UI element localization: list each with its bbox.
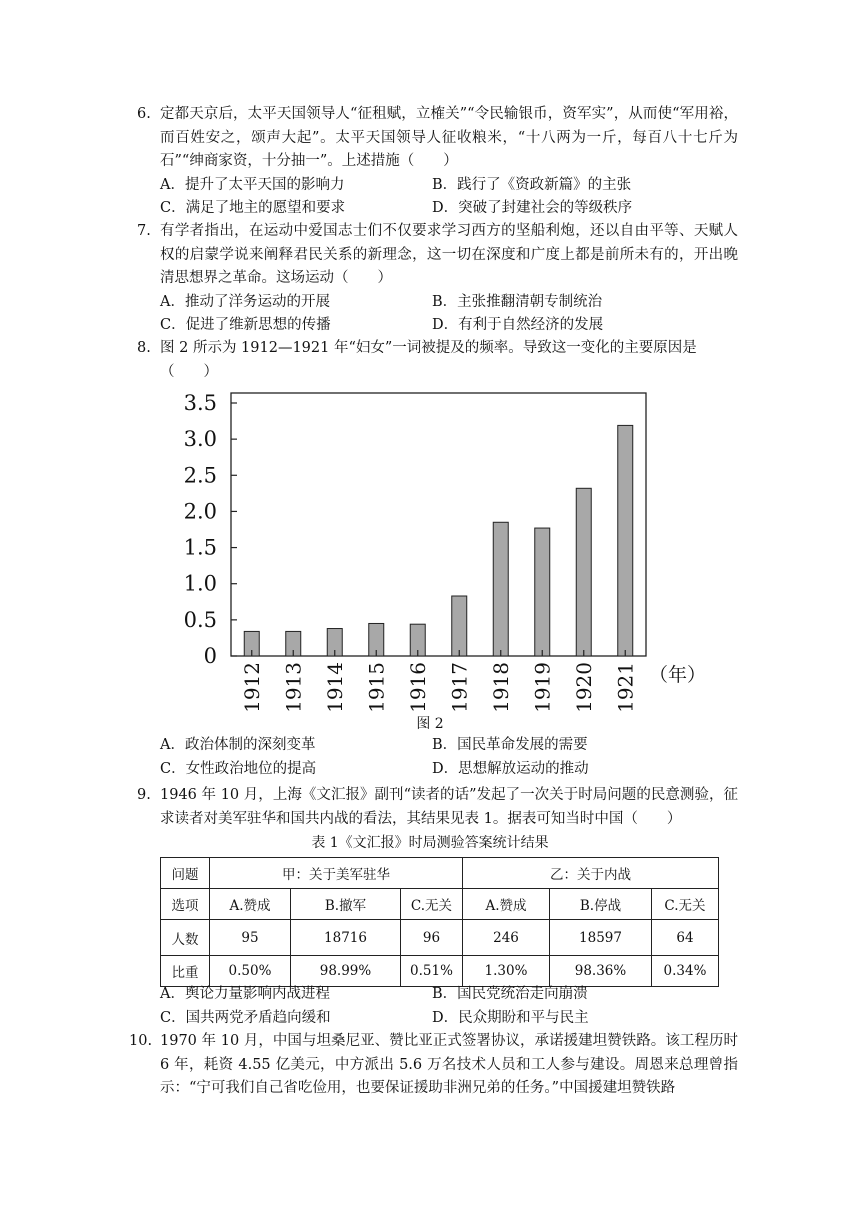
table-cell: C.无关 — [652, 889, 719, 920]
option-a[interactable]: A．提升了太平天国的影响力 — [160, 176, 345, 193]
option-c[interactable]: C．满足了地主的愿望和要求 — [160, 200, 346, 216]
option-c[interactable]: C．国共两党矛盾趋向缓和 — [160, 1009, 331, 1026]
question-stem: 图 2 所示为 1912—1921 年“妇女”一词被提及的频率。导致这一变化的主要原因是 — [160, 340, 697, 356]
x-tick-label: 1916 — [405, 662, 430, 713]
question-9 — [138, 784, 738, 831]
table-cell: 1.30% — [463, 956, 550, 987]
options — [160, 983, 738, 1030]
table-row — [161, 889, 719, 920]
y-tick-label: 0 — [203, 644, 217, 668]
table-cell: 64 — [652, 920, 719, 956]
y-tick-label: 1.0 — [183, 571, 217, 596]
table-cell: 18716 — [291, 920, 401, 956]
question-stem: 1970 年 10 月，中国与坦桑尼亚、赞比亚正式签署协议，承诺援建坦赞铁路。该工程历时 6 年，耗资 4.55 亿美元，中方派出 5.6 万名技术人员和工人参与建设。周恩来总理曾指示：“宁可我们自己省吃俭用，也要保证援助非洲兄弟的任务。”中国援建坦赞铁路 — [160, 1033, 738, 1096]
x-tick-label: 1919 — [530, 662, 555, 713]
option-d[interactable]: D．有利于自然经济的发展 — [432, 317, 604, 333]
y-tick-label: 3.0 — [183, 427, 217, 452]
option-b[interactable]: B．国民党统治走向崩溃 — [432, 986, 588, 1002]
option-b[interactable]: B．践行了《资政新篇》的主张 — [432, 176, 632, 193]
option-d[interactable]: D．突破了封建社会的等级秩序 — [432, 200, 633, 216]
question-9-options — [138, 983, 738, 1030]
y-tick-label: 0.5 — [183, 607, 217, 632]
bar — [618, 425, 633, 656]
option-c[interactable]: C．女性政治地位的提高 — [160, 760, 317, 777]
x-tick-label: 1920 — [571, 662, 596, 713]
table-cell: 246 — [463, 920, 550, 956]
x-tick-label: 1914 — [322, 662, 347, 713]
table-caption: 表 1《文汇报》时局测验答案统计结果 — [311, 835, 549, 851]
table-cell: A.赞成 — [210, 889, 291, 920]
question-8-options — [138, 734, 738, 781]
options — [160, 291, 738, 338]
bar — [535, 528, 550, 656]
x-axis-label: （年） — [649, 664, 707, 686]
table-header-row — [161, 858, 719, 889]
bar-chart — [170, 385, 707, 715]
x-tick-label: 1913 — [281, 662, 306, 713]
answer-paren: （ ） — [160, 363, 218, 380]
y-tick-label: 3.5 — [183, 391, 217, 415]
question-number: 6. — [137, 106, 151, 122]
table-cell: 18597 — [550, 920, 652, 956]
x-tick-label: 1912 — [239, 662, 264, 713]
table-cell: 人数 — [161, 920, 210, 956]
table-cell: 0.50% — [210, 956, 291, 987]
option-a[interactable]: A．推动了洋务运动的开展 — [160, 293, 330, 310]
x-tick-label: 1918 — [488, 662, 513, 713]
option-d[interactable]: D．思想解放运动的推动 — [432, 760, 589, 777]
option-b[interactable]: B．国民革命发展的需要 — [432, 737, 588, 753]
table-cell: B.停战 — [550, 889, 652, 920]
question-6 — [138, 103, 738, 221]
table-cell: 选项 — [161, 889, 210, 920]
x-tick-label: 1921 — [613, 662, 638, 713]
option-a[interactable]: A．政治体制的深刻变革 — [160, 737, 316, 753]
x-tick-label: 1917 — [447, 662, 472, 713]
table-cell: 98.36% — [550, 956, 652, 987]
options — [160, 174, 738, 221]
table-cell: 98.99% — [291, 956, 401, 987]
survey-table — [160, 857, 719, 987]
option-d[interactable]: D．民众期盼和平与民主 — [432, 1009, 589, 1026]
question-10 — [129, 1030, 738, 1101]
question-number: 9. — [137, 787, 151, 803]
figure-caption: 图 2 — [416, 716, 444, 732]
question-number: 8. — [137, 340, 151, 356]
question-stem: 1946 年 10 月，上海《文汇报》副刊“读者的话”发起了一次关于时局问题的民意测验，征求读者对美军驻华和国共内战的看法，其结果见表 1。据表可知当时中国（ ） — [160, 787, 738, 827]
table-row — [161, 920, 719, 956]
table-cell: 问题 — [161, 858, 210, 889]
bar — [576, 488, 591, 656]
y-tick-label: 1.5 — [183, 535, 217, 560]
bar — [493, 522, 508, 656]
table-cell: B.撤军 — [291, 889, 401, 920]
y-tick-label: 2.5 — [183, 463, 217, 488]
table-cell: 0.51% — [401, 956, 463, 987]
table-row — [161, 956, 719, 987]
table-cell: 甲：关于美军驻华 — [210, 858, 463, 889]
x-tick-label: 1915 — [364, 662, 389, 713]
y-tick-label: 2.0 — [183, 499, 217, 524]
option-c[interactable]: C．促进了维新思想的传播 — [160, 317, 331, 333]
question-stem: 定都天京后，太平天国领导人“征租赋，立榷关”“令民输银币，资军实”，从而使“军用裕，而百姓安之，颂声大起”。太平天国领导人征收粮米，“十八两为一斤，每百八十七斤为石”“绅商家资，十分抽一”。上述措施（ ） — [160, 106, 738, 169]
option-b[interactable]: B．主张推翻清朝专制统治 — [432, 293, 603, 310]
table-cell: 0.34% — [652, 956, 719, 987]
table-cell: C.无关 — [401, 889, 463, 920]
option-a[interactable]: A．舆论力量影响内战进程 — [160, 986, 330, 1002]
question-stem: 有学者指出，在运动中爱国志士们不仅要求学习西方的坚船利炮，还以自由平等、天赋人权的启蒙学说来阐释君民关系的新理念，这一切在深度和广度上都是前所未有的，开出晚清思想界之革命。这场运动（ ） — [160, 223, 738, 286]
options — [160, 734, 738, 781]
table-cell: 95 — [210, 920, 291, 956]
question-number: 7. — [137, 223, 151, 239]
question-number: 10. — [129, 1033, 153, 1049]
question-7 — [138, 220, 738, 338]
table-cell: 乙：关于内战 — [463, 858, 719, 889]
table-cell: A.赞成 — [463, 889, 550, 920]
bar — [452, 596, 467, 656]
table-cell: 比重 — [161, 956, 210, 987]
table-cell: 96 — [401, 920, 463, 956]
question-8 — [138, 337, 738, 384]
